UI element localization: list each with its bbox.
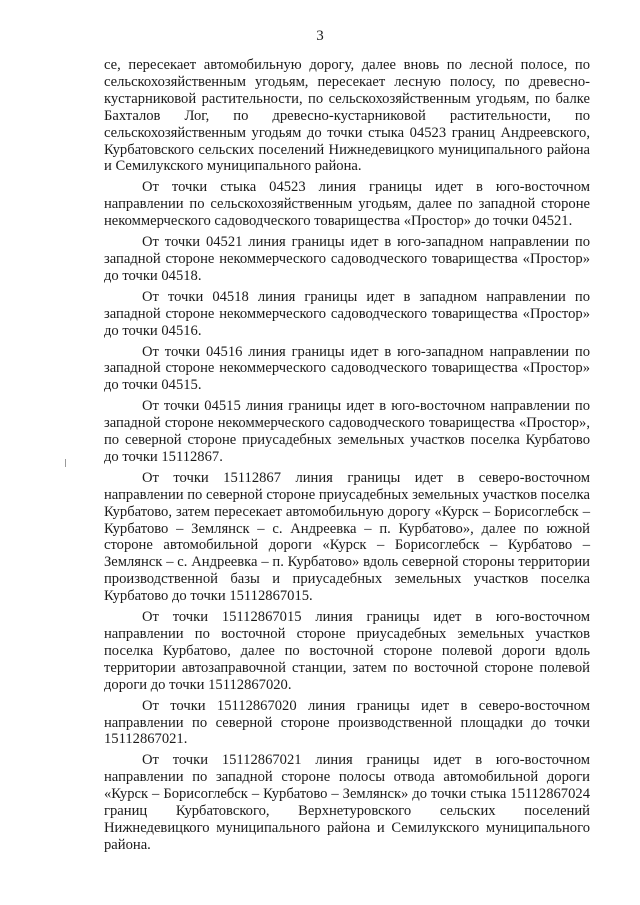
page-number: 3	[316, 28, 324, 44]
document-body	[104, 57, 590, 858]
paragraph-point-04516: От точки 04516 линия границы идет в юго-западном направлении по западной стороне некоммерческого садоводческого товарищества «Простор» до точки 04515.	[104, 343, 590, 394]
paragraph-point-15112867: От точки 15112867 линия границы идет в северо-восточном направлении по северной стороне приусадебных земельных участков поселка Курбатово, затем пересекает автомобильную дорогу «Курск – Борисоглебск – Курбатово – Землянск – с. Андреевка – п. Курбатово», далее по южной стороне автомобильной дороги «Курск – Борисоглебск – Курбатово – Землянск – с. Андреевка – п. Курбатово» вдоль северной стороны территории производственной базы и приусадебных земельных участков поселка Курбатово до точки 15112867015.	[104, 469, 590, 605]
paragraph-point-04515: От точки 04515 линия границы идет в юго-восточном направлении по западной стороне некоммерческого садоводческого товарищества «Простор», по северной стороне приусадебных земельных участков поселка Курбатово до точки 15112867.	[104, 398, 590, 465]
paragraph-point-15112867020: От точки 15112867020 линия границы идет в северо-восточном направлении по северной стороне производственной площадки до точки 15112867021.	[104, 697, 590, 748]
paragraph-point-15112867021: От точки 15112867021 линия границы идет в юго-восточном направлении по западной стороне полосы отвода автомобильной дороги «Курск – Борисоглебск – Курбатово – Землянск» до точки стыка 15112867024 границ Курбатовского, Верхнетуровского сельских поселений Нижнедевицкого муниципального района и Семилукского муниципального района.	[104, 752, 590, 853]
scan-artifact-mark	[65, 459, 66, 467]
paragraph-point-15112867015: От точки 15112867015 линия границы идет в юго-восточном направлении по восточной стороне приусадебных земельных участков поселка Курбатово, далее по восточной стороне полевой дороги вдоль территории автозаправочной станции, затем по восточной стороне полевой дороги до точки 15112867020.	[104, 609, 590, 693]
paragraph-point-04518: От точки 04518 линия границы идет в западном направлении по западной стороне некоммерческого садоводческого товарищества «Простор» до точки 04516.	[104, 288, 590, 339]
paragraph-point-04523: От точки стыка 04523 линия границы идет в юго-восточном направлении по сельскохозяйственным угодьям, далее по западной стороне некоммерческого садоводческого товарищества «Простор» до точки 04521.	[104, 179, 590, 230]
paragraph-continuation: се, пересекает автомобильную дорогу, далее вновь по лесной полосе, по сельскохозяйственным угодьям, пересекает лесную полосу, по древесно-кустарниковой растительности, по сельскохозяйственным угодьям, по балке Бахталов Лог, по древесно-кустарниковой растительности, по сельскохозяйственным угодьям до точки стыка 04523 границ Андреевского, Курбатовского сельских поселений Нижнедевицкого муниципального района и Семилукского муниципального района.	[104, 57, 590, 175]
paragraph-point-04521: От точки 04521 линия границы идет в юго-западном направлении по западной стороне некоммерческого садоводческого товарищества «Простор» до точки 04518.	[104, 234, 590, 284]
